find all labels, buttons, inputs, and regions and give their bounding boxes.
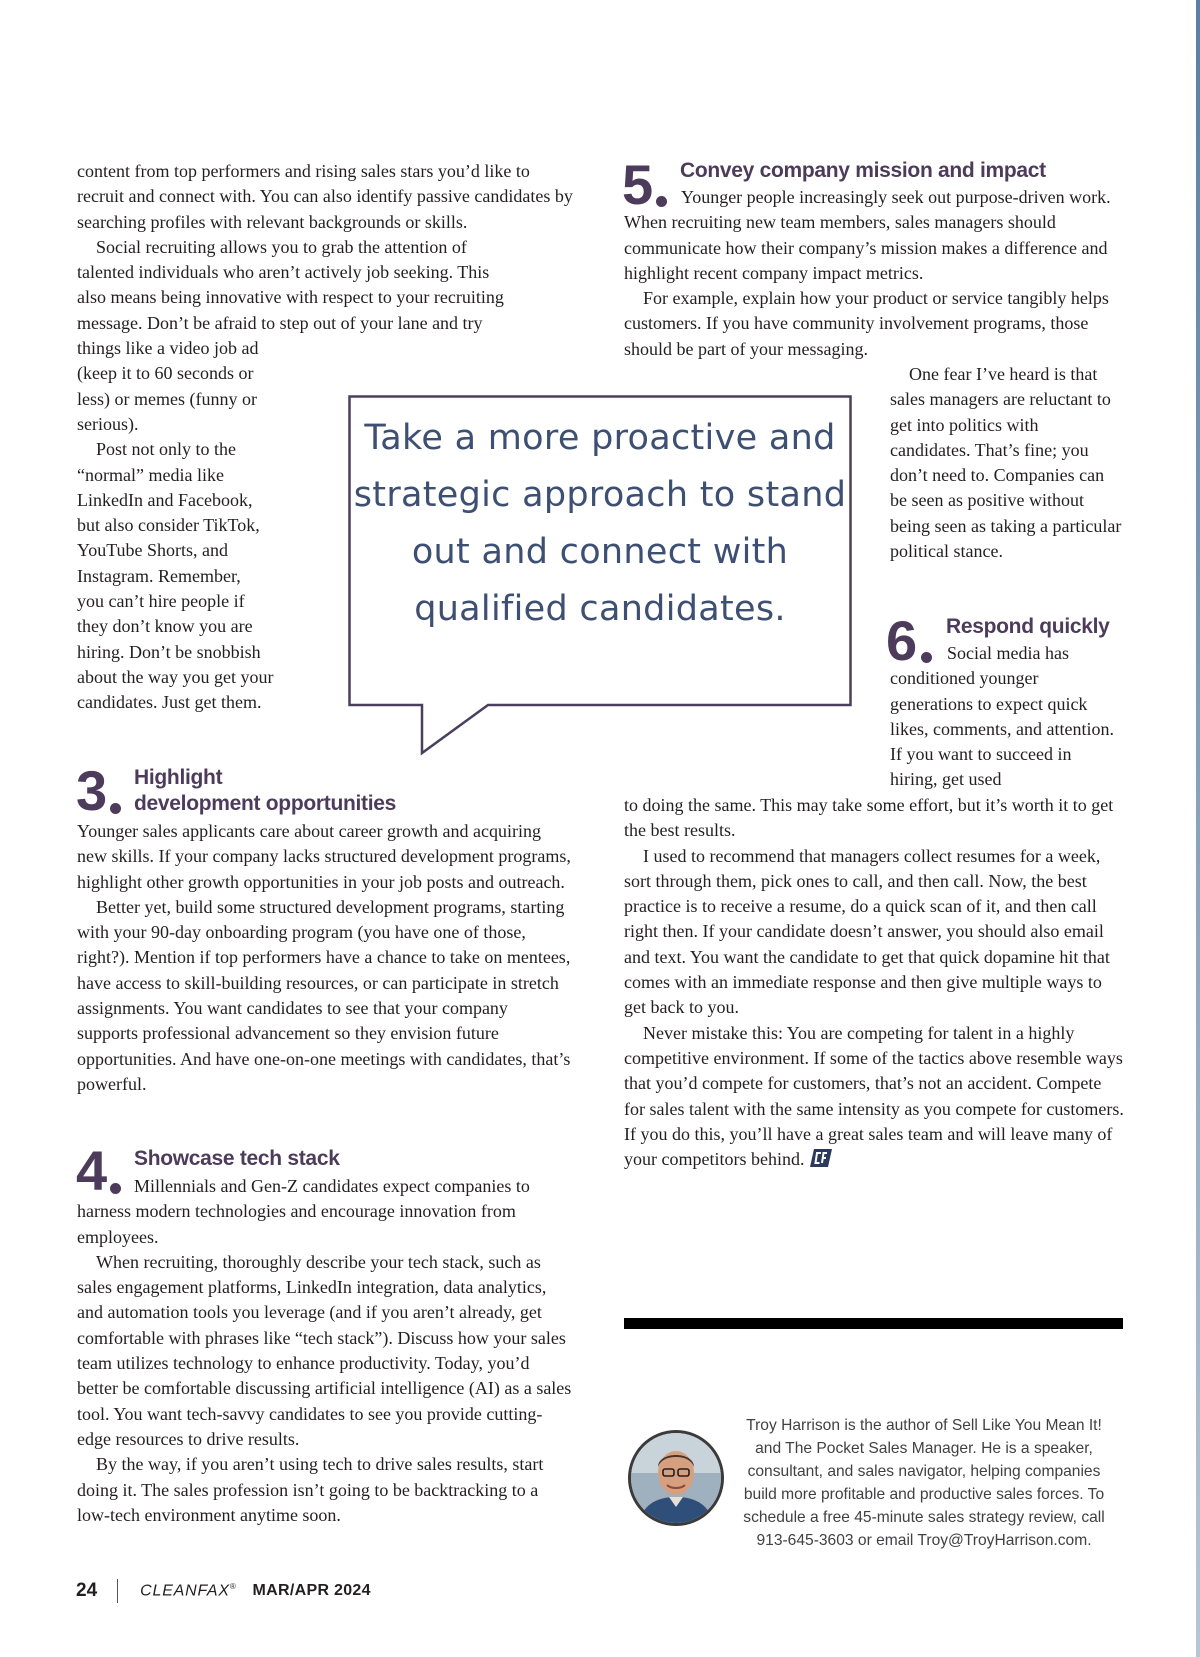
section-5-paragraph-3: One fear I’ve heard is that sales managers are reluctant to get into politics with candidates. That’s fine; you don’t need to. Companies can be seen as positive without being seen as taking a particular political stance. xyxy=(890,364,1122,562)
section-3-heading-line-1: Highlight xyxy=(134,766,223,789)
section-3-number: 3 xyxy=(76,759,108,822)
left-paragraph-3-line-10: about the way you get your xyxy=(77,666,274,687)
left-paragraph-3-line-3: LinkedIn and Facebook, xyxy=(77,489,253,510)
section-5-paragraph-1: Younger people increasingly seek out purpose-driven work. When recruiting new team members, sales managers should communicate how their company’s mission makes a difference and highlight recent company impact metrics. xyxy=(624,187,1111,283)
issue-date: MAR/APR 2024 xyxy=(252,1582,371,1599)
left-paragraph-2-line-5: things like a video job ad xyxy=(77,338,259,359)
left-paragraph-3-line-1: Post not only to the xyxy=(96,439,237,460)
section-4-paragraph-2: When recruiting, thoroughly describe your tech stack, such as sales engagement platforms, LinkedIn integration, data analytics, and automation tools you leverage (and if you aren’t already, get comfortable with phrases like “tech stack”). Discuss how your sales team utilizes technology to enhance productivity. Today, you’d better be comfortable discussing artificial intelligence (AI) as a sales tool. You want tech-savvy candidates to see you provide cutting-edge resources to drive results. xyxy=(77,1251,572,1449)
section-6-narrow-body xyxy=(890,641,1120,793)
left-paragraph-2-line-7: less) or memes (funny or xyxy=(77,388,257,409)
section-3-paragraph-2: Better yet, build some structured development programs, starting with your 90-day onboarding program (you have one of those, right?). Mention if top performers have a chance to take on mentees, have access to skill-building resources, or can participate in stretch assignments. You want candidates to see that your company supports professional advancement so they envision future opportunities. And have one-on-one meetings with candidates, that’s powerful. xyxy=(77,896,571,1094)
page-footer xyxy=(76,1578,371,1604)
author-bio-divider xyxy=(624,1318,1123,1329)
left-paragraph-2-line-1: Social recruiting allows you to grab the attention of xyxy=(96,236,467,257)
left-paragraph-3-line-8: they don’t know you are xyxy=(77,616,253,637)
section-3-body xyxy=(77,819,573,1097)
left-paragraph-2-line-4: message. Don’t be afraid to step out of your lane and try xyxy=(77,312,483,333)
section-4-paragraph-3: By the way, if you aren’t using tech to drive sales results, start doing it. The sales profession isn’t going to be backtracking to a low-tech environment anytime soon. xyxy=(77,1454,544,1525)
author-photo-avatar xyxy=(628,1430,724,1526)
left-paragraph-2-line-6: (keep it to 60 seconds or xyxy=(77,363,254,384)
section-5-paragraph-2: For example, explain how your product or service tangibly helps customers. If you have community involvement programs, those should be part of your messaging. xyxy=(624,288,1109,359)
page-edge-stripe xyxy=(1196,0,1200,1657)
author-bio: Troy Harrison is the author of Sell Like You Mean It! and The Pocket Sales Manager. He is a speaker, consultant, and sales navigator, helping companies build more profitable and productive sales forces. To schedule a free 45-minute sales strategy review, call 913-645-3603 or email Troy@TroyHarrison.com. xyxy=(743,1417,1105,1549)
left-paragraph-2-line-3: also means being innovative with respect to your recruiting xyxy=(77,287,504,308)
section-4-heading: Showcase tech stack xyxy=(134,1147,340,1170)
left-paragraph-3-line-6: Instagram. Remember, xyxy=(77,565,241,586)
section-6-number: 6 xyxy=(886,609,918,672)
section-3-bullet-dot xyxy=(110,803,121,814)
magazine-name xyxy=(140,1582,236,1600)
left-paragraph-1: content from top performers and rising sales stars you’d like to recruit and connect with. You can also identify passive candidates by searching profiles with relevant backgrounds or skills. xyxy=(77,161,573,232)
section-5-number: 5 xyxy=(622,153,654,216)
page-number: 24 xyxy=(76,1580,98,1601)
left-paragraph-3-line-4: but also consider TikTok, xyxy=(77,515,260,536)
section-6-heading: Respond quickly xyxy=(946,615,1110,638)
trademark-mark: ® xyxy=(229,1581,237,1591)
left-paragraph-3-line-9: hiring. Don’t be snobbish xyxy=(77,641,261,662)
section-3-heading-line-2: development opportunities xyxy=(134,792,397,815)
section-5-narrow-body xyxy=(890,362,1122,564)
section-4-paragraph-1: Millennials and Gen-Z candidates expect companies to harness modern technologies and encourage innovation from employees. xyxy=(77,1176,530,1247)
section-6-paragraph-3 xyxy=(624,1021,1126,1173)
author-photo-icon xyxy=(631,1433,721,1523)
section-4-number: 4 xyxy=(76,1139,108,1202)
left-paragraph-2-line-2: talented individuals who aren’t actively job seeking. This xyxy=(77,262,490,283)
left-paragraph-3-line-2: “normal” media like xyxy=(77,464,224,485)
left-paragraph-3-line-11: candidates. Just get them. xyxy=(77,692,262,713)
cleanfax-end-mark-icon xyxy=(809,1148,833,1168)
left-paragraph-3-line-5: YouTube Shorts, and xyxy=(77,540,229,561)
section-6-body xyxy=(624,793,1126,1172)
section-6-paragraph-1-continued: to doing the same. This may take some effort, but it’s worth it to get the best results. xyxy=(624,795,1114,841)
left-paragraph-3-line-7: you can’t hire people if xyxy=(77,591,245,612)
footer-divider xyxy=(117,1579,118,1603)
magazine-name-text: CLEANFAX xyxy=(140,1582,230,1600)
section-3-paragraph-1: Younger sales applicants care about career growth and acquiring new skills. If your company lacks structured development programs, highlight other growth opportunities in your job posts and outreach. xyxy=(77,821,571,892)
section-6-paragraph-2: I used to recommend that managers collect resumes for a week, sort through them, pick ones to call, and then call. Now, the best practice is to receive a resume, do a quick scan of it, and then call right then. If your candidate doesn’t answer, you should also email and text. You want the candidate to get that quick dopamine hit that comes with an immediate response and then give multiple ways to get back to you. xyxy=(624,845,1110,1018)
section-6-paragraph-1: Social media has conditioned younger generations to expect quick likes, comments, and attention. If you want to succeed in hiring, get used xyxy=(890,643,1114,790)
section-5-heading: Convey company mission and impact xyxy=(680,159,1046,182)
left-paragraph-2-line-8: serious). xyxy=(77,413,139,434)
section-4-body xyxy=(77,1174,573,1528)
section-5-body xyxy=(624,185,1124,362)
section-6-paragraph-3-text: Never mistake this: You are competing for talent in a highly competitive environment. If some of the tactics above resemble ways that you’d compete for customers, that’s not an accident. Compete for sales talent with the same intensity as you compete for customers. If you do this, you’ll have a great sales team and will leave many of your competitors behind. xyxy=(624,1022,1124,1170)
pull-quote-text: Take a more proactive and strategic approach to stand out and connect with qualified candidates. xyxy=(353,418,847,629)
